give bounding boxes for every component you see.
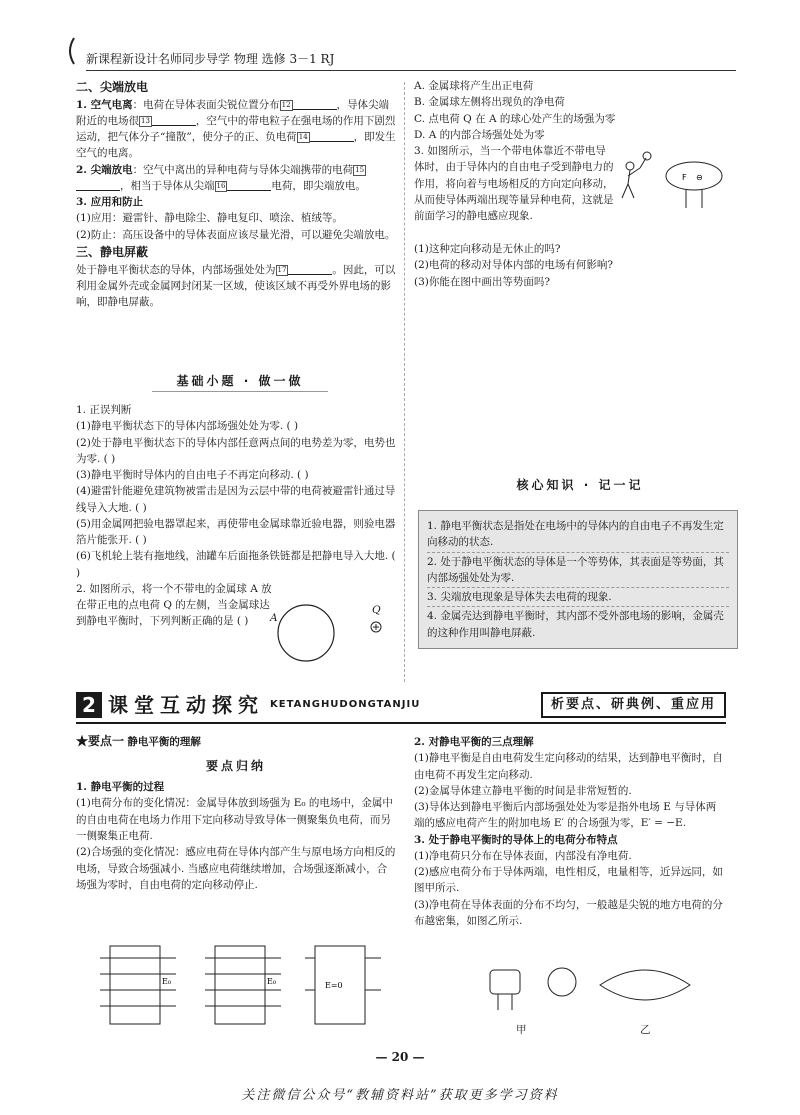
option-a[interactable]: A. 金属球将产生出正电荷 <box>414 80 534 92</box>
induction-figure <box>616 150 726 210</box>
answer-blank[interactable] <box>227 180 271 191</box>
basic-questions-banner: 基础小题 · 做一做 <box>176 374 304 388</box>
label-q: Q <box>372 604 381 616</box>
figure-label-jia: 甲 <box>516 1024 527 1036</box>
core-item: 1. 静电平衡状态是指处在电场中的导体内的自由电子不再发生定向移动的状态. <box>427 517 729 553</box>
metal-sphere <box>278 605 334 661</box>
distribution-1: (1)净电荷只分布在导体表面，内部没有净电荷. <box>414 849 632 862</box>
understanding-3: (3)导体达到静电平衡后内部场强处处为零是指外电场 E 与导体两端的感应电荷产生的附加电场 E′ 的合场强为零，E′ = −E. <box>414 801 717 830</box>
label-a: A <box>270 612 278 624</box>
question-1-title: 1. 正误判断 <box>76 404 132 416</box>
heading-application: 3. 应用和防止 <box>76 196 144 209</box>
judgement-item[interactable]: (2)处于静电平衡状态下的导体内部任意两点间的电势差为零，电势也为零. ( ) <box>76 436 396 465</box>
answer-blank[interactable] <box>76 180 120 191</box>
section-pinyin: KETANGHUDONGTANJIU <box>270 699 421 711</box>
judgement-item[interactable]: (3)静电平衡时导体内的自由电子不再定向移动. ( ) <box>76 469 309 482</box>
section-2-header <box>76 692 726 718</box>
distribution-heading: 3. 处于静电平衡时的导体上的电荷分布特点 <box>414 833 618 846</box>
conductor <box>666 162 722 190</box>
svg-text:⊖: ⊖ <box>696 173 703 182</box>
paragraph-air-ionization: 1. 空气电离：电荷在导体表面尖锐位置分布 12 ，导体尖端附近的电场很 13 ，空气中的带电粒子在强电场的作用下剧烈运动，把气体分子“撞散”，使分子的正、负电荷 14 ，即发生空气的电离。 <box>76 98 396 160</box>
figure-label-yi: 乙 <box>640 1024 651 1036</box>
answer-blank[interactable] <box>293 99 337 110</box>
page-number: — 20 — <box>375 1050 425 1064</box>
core-item: 3. 尖端放电现象是导体失去电荷的现象. <box>427 588 729 607</box>
section-rule <box>76 722 726 724</box>
svg-text:E₀: E₀ <box>162 977 172 986</box>
field-diagram-3 <box>305 940 385 1030</box>
judgement-item[interactable]: (4)避雷针能避免建筑物被雷击是因为云层中带的电荷被避雷针通过导线导入大地. ( ) <box>76 485 396 514</box>
basic-questions <box>76 402 396 630</box>
three-points-heading: 2. 对静电平衡的三点理解 <box>414 736 534 748</box>
charge-distribution-figure-yi <box>590 950 700 1020</box>
section-title-tip-discharge: 二、尖端放电 <box>76 80 149 94</box>
point-1-heading: ★要点一 静电平衡的理解 <box>76 734 201 748</box>
question-2[interactable]: 2. 如图所示，将一个不带电的金属球 A 放在带正电的点电荷 Q 的左侧，当金属球达到静电平衡时，下列判断正确的是 ( ) <box>76 582 272 628</box>
core-item: 2. 处于静电平衡状态的导体是一个等势体，其表面是等势面，其内部场强处处为零. <box>427 553 729 589</box>
judgement-item[interactable]: (1)静电平衡状态下的导体内部场强处处为零. ( ) <box>76 420 299 433</box>
section-title: 课堂互动探究 <box>108 692 264 717</box>
core-knowledge-banner: 核心知识 · 记一记 <box>516 478 644 492</box>
distribution-3: (3)净电荷在导体表面的分布不均匀，一般越是尖锐的地方电荷的分布越密集，如图乙所示. <box>414 898 723 927</box>
svg-text:F: F <box>682 173 687 182</box>
section-tagline: 析要点、研典例、重应用 <box>541 692 726 718</box>
process-heading: 1. 静电平衡的过程 <box>76 781 165 794</box>
core-knowledge-box <box>418 510 738 649</box>
point-1-left <box>76 732 396 893</box>
answer-blank[interactable] <box>288 264 332 275</box>
option-b[interactable]: B. 金属球左侧将出现负的净电荷 <box>414 96 565 109</box>
understanding-1: (1)静电平衡是自由电荷发生定向移动的结果，达到静电平衡时，自由电荷不再发生定向移动. <box>414 752 723 781</box>
svg-text:E=0: E=0 <box>325 981 343 990</box>
stick-figure-head <box>626 162 634 170</box>
svg-text:E₀: E₀ <box>267 977 277 986</box>
charge-distribution-figure-jia <box>470 960 590 1020</box>
question-3: 3. 如图所示，当一个带电体靠近不带电导体时，由于导体内的自由电子受到静电力的作用，将向着与电场相反的方向定向移动，从而使导体两端出现等量异种电荷，这就是前面学习的静电感应现象. <box>414 145 614 223</box>
header-title: 新课程新设计名师同步导学 物理 选修 3－1 RJ <box>86 52 335 66</box>
question-3-sub3: (3)你能在图中画出等势面吗? <box>414 275 551 288</box>
section-title-shielding: 三、静电屏蔽 <box>76 244 149 259</box>
application-item: (1)应用：避雷针、静电除尘、静电复印、喷涂、植绒等。 <box>76 212 343 225</box>
footer-note: 关注微信公众号“教辅资料站”获取更多学习资料 <box>241 1088 559 1103</box>
right-column-bottom <box>414 734 724 929</box>
answer-blank[interactable] <box>152 115 196 126</box>
sphere-figure <box>270 600 396 670</box>
question-3-sub2: (2)电荷的移动对导体内部的电场有何影响? <box>414 259 614 272</box>
point-summary-banner: 要点归纳 <box>205 758 266 773</box>
paragraph-shielding: 处于静电平衡状态的导体，内部场强处处为 17 。因此，可以利用金属外壳或金属网封闭某一区域，使该区域不再受外界电场的影响，即静电屏蔽。 <box>76 263 396 309</box>
judgement-item[interactable]: (5)用金属网把验电器罩起来，再使带电金属球靠近验电器，则验电器箔片能张开. ( ) <box>76 517 396 547</box>
answer-blank[interactable] <box>310 131 354 142</box>
prevention-item: (2)防止：高压设备中的导体表面应该尽量光滑，可以避免尖端放电。 <box>76 228 396 241</box>
process-para-1: (1)电荷分布的变化情况：金属导体放到场强为 E₀ 的电场中，金属中的自由电荷在电场力作用下定向移动导致导体一侧聚集负电荷，而另一侧聚集正电荷. <box>76 797 393 842</box>
distribution-2: (2)感应电荷分布于导体两端，电性相反，电量相等，近异远同，如图甲所示. <box>414 866 723 895</box>
field-diagram-2 <box>205 940 285 1030</box>
section-number: 2 <box>76 692 102 718</box>
option-c[interactable]: C. 点电荷 Q 在 A 的球心处产生的场强为零 <box>414 112 616 125</box>
core-item: 4. 金属壳达到静电平衡时，其内部不受外部电场的影响，金属壳的这种作用叫静电屏蔽. <box>427 610 724 639</box>
process-para-2: (2)合场强的变化情况：感应电荷在导体内部产生与原电场方向相反的电场，导致合场强减小. 当感应电荷继续增加，合场强逐渐减小，合场强为零时，自由电荷的定向移动停止. <box>76 846 396 891</box>
option-d[interactable]: D. A 的内部合场强处处为零 <box>414 128 545 141</box>
field-diagram-1 <box>100 940 180 1030</box>
question-3-sub1: (1)这种定向移动是无休止的吗? <box>414 243 561 256</box>
header-bracket-icon <box>64 36 78 66</box>
column-divider <box>404 82 405 682</box>
banner-rule <box>152 391 328 392</box>
header-rule <box>86 70 736 71</box>
understanding-2: (2)金属导体建立静电平衡的时间是非常短暂的. <box>414 784 632 797</box>
paragraph-tip-discharge: 2. 尖端放电：空气中离出的异种电荷与导体尖端携带的电荷 15，相当于导体从尖端 16 电荷，即尖端放电。 <box>76 163 366 192</box>
judgement-item[interactable]: (6)飞机轮上装有拖地线，油罐车后面拖条铁链都是把静电导入大地. ( ) <box>76 550 396 579</box>
left-column-top <box>76 78 396 310</box>
